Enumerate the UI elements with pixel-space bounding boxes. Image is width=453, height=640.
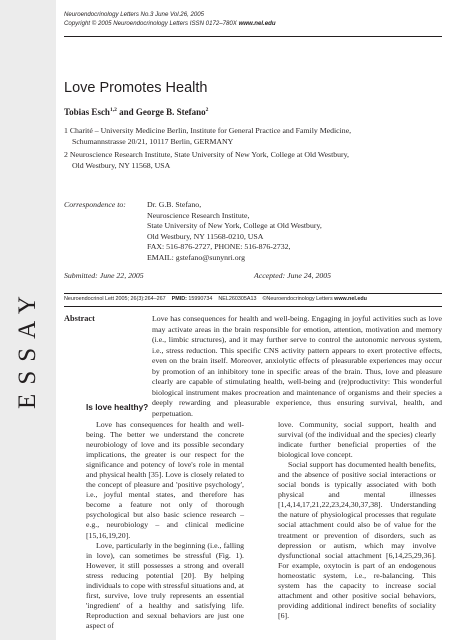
section-heading: Is love healthy? <box>86 402 149 412</box>
correspondence-line: Dr. G.B. Stefano, <box>147 200 202 209</box>
pmid-value[interactable]: 15990734 <box>188 296 213 302</box>
correspondence-line: State University of New York, College at Old Westbury, <box>147 221 322 231</box>
abstract-heading: Abstract <box>64 314 95 323</box>
correspondence-label: Correspondence to: <box>64 200 126 209</box>
header-divider <box>64 36 442 37</box>
affiliation-1-line1: 1 Charité – University Medicine Berlin, Institute for General Practice and Family Medicine, <box>64 126 352 135</box>
affiliation-2 <box>64 150 442 171</box>
section-label-text: ESSAY <box>14 287 41 409</box>
affiliation-1 <box>64 126 442 147</box>
correspondence-address <box>147 200 322 264</box>
body-paragraph: Love has consequences for health and well-being. The better we understand the concrete neurobiology of love and its possible secondary implications, the greater is our respect for the significance and potency of love's role in mental and physical health [35]. Love is closely related to the concept of pleasure and 'positive psychology', i.e., joyful mental states, and therefore has become a feature not only of thorough psychological but also basic science research – e.g., neurobiology – and clinical medicine [15,16,19,20]. <box>86 420 244 540</box>
correspondence-line: FAX: 516-876-2727, PHONE: 516-876-2732, <box>147 242 291 252</box>
article-title: Love Promotes Health <box>64 80 208 96</box>
meta-copyright: ©Neuroendocrinology Letters <box>262 296 333 302</box>
article-authors: Tobias Esch$^{1,2}$ and George B. Stefano$^2$ <box>64 107 209 117</box>
affiliation-1-line2: Schumannstrasse 20/21, 10117 Berlin, GERMANY <box>72 136 234 146</box>
journal-header <box>64 10 276 28</box>
body-paragraph: love. Community, social support, health and survival (of the individual and the species) clearly indicate further beneficial properties of the biological love concept. <box>278 420 436 460</box>
correspondence-line: Old Westbury, NY 11568-0210, USA <box>147 231 264 241</box>
meta-divider-bottom <box>64 306 442 307</box>
citation-meta <box>64 296 367 302</box>
sidebar <box>0 0 56 640</box>
section-label <box>0 268 56 428</box>
affiliation-2-line2: Old Westbury, NY 11568, USA <box>72 160 171 170</box>
abstract-text: Love has consequences for health and well-being. Engaging in joyful activities such as love may activate areas in the brain responsible for emotion, attention, motivation and memory (i.e., limbic structures), and it may further serve to control the autonomic nervous system, i.e., stress reduction. This specific CNS activity pattern appears to exert protective effects, even on the brain itself. Moreover, anxiolytic effects of pleasurable experiences may occur by promotion of an inhibitory tone in specific areas of the brain. Thus, love and pleasure clearly are capable of stimulating health, well-being and (re)productivity: This wonderful biological instrument makes procreation and maintenance of organisms and their species a deeply rewarding and pleasurable experience, thus ensuring survival, health, and perpetuation. <box>152 314 442 418</box>
body-paragraph: Social support has documented health benefits, and the absence of positive social interactions or social bonds is typically associated with both physical and mental illnesses [1,4,14,17,21,22,23,24,30,37,38]. Understanding the nature of physiological processes that regulate social attachment could also be of value for the treatment or prevention of disorders, such as depression or autism, which may involve dysfunctional social attachment [6,14,25,29,36]. For example, oxytocin is part of an endogenous homeostatic system, i.e., re-balancing. This system has the capacity to increase social attachment and other positive social behaviors, providing additional indirect benefits of sociality [6]. <box>278 460 436 620</box>
journal-copyright <box>64 19 276 28</box>
correspondence-line: Neuroscience Research Institute, <box>147 210 250 220</box>
journal-copyright-text: Copyright © 2005 Neuroendocrinology Letters ISSN 0172–780X <box>64 20 237 27</box>
journal-website-link[interactable]: www.nel.edu <box>238 20 276 27</box>
correspondence-email[interactable]: EMAIL: gstefano@sunynri.org <box>147 252 245 262</box>
body-column-left <box>86 420 244 631</box>
meta-website-link[interactable]: www.nel.edu <box>334 296 367 302</box>
nel-id: NEL260305A13 <box>218 296 257 302</box>
citation: Neuroendocrinol Lett 2005; 26(3):264–267 <box>64 296 166 302</box>
journal-issue: Neuroendocrinology Letters No.3 June Vol.26, 2005 <box>64 11 205 18</box>
accepted-date: Accepted: June 24, 2005 <box>254 271 332 280</box>
pmid-label: PMID: <box>171 296 187 302</box>
body-paragraph: Love, particularly in the beginning (i.e., falling in love), can sometimes be stressful (Fig. 1). However, it still possesses a strong and overall stress reducing potential [20]. By helping individuals to cope with stressful situations and, at first, survive, love truly represents an essential 'ingredient' of a healthy and satisfying life. Reproduction and sexual behaviors are just one aspect of <box>86 540 244 630</box>
meta-divider-top <box>64 293 442 294</box>
body-column-right <box>278 420 436 621</box>
affiliation-2-line1: 2 Neuroscience Research Institute, State University of New York, College at Old Westbury, <box>64 150 349 159</box>
submitted-date: Submitted: June 22, 2005 <box>64 271 144 280</box>
